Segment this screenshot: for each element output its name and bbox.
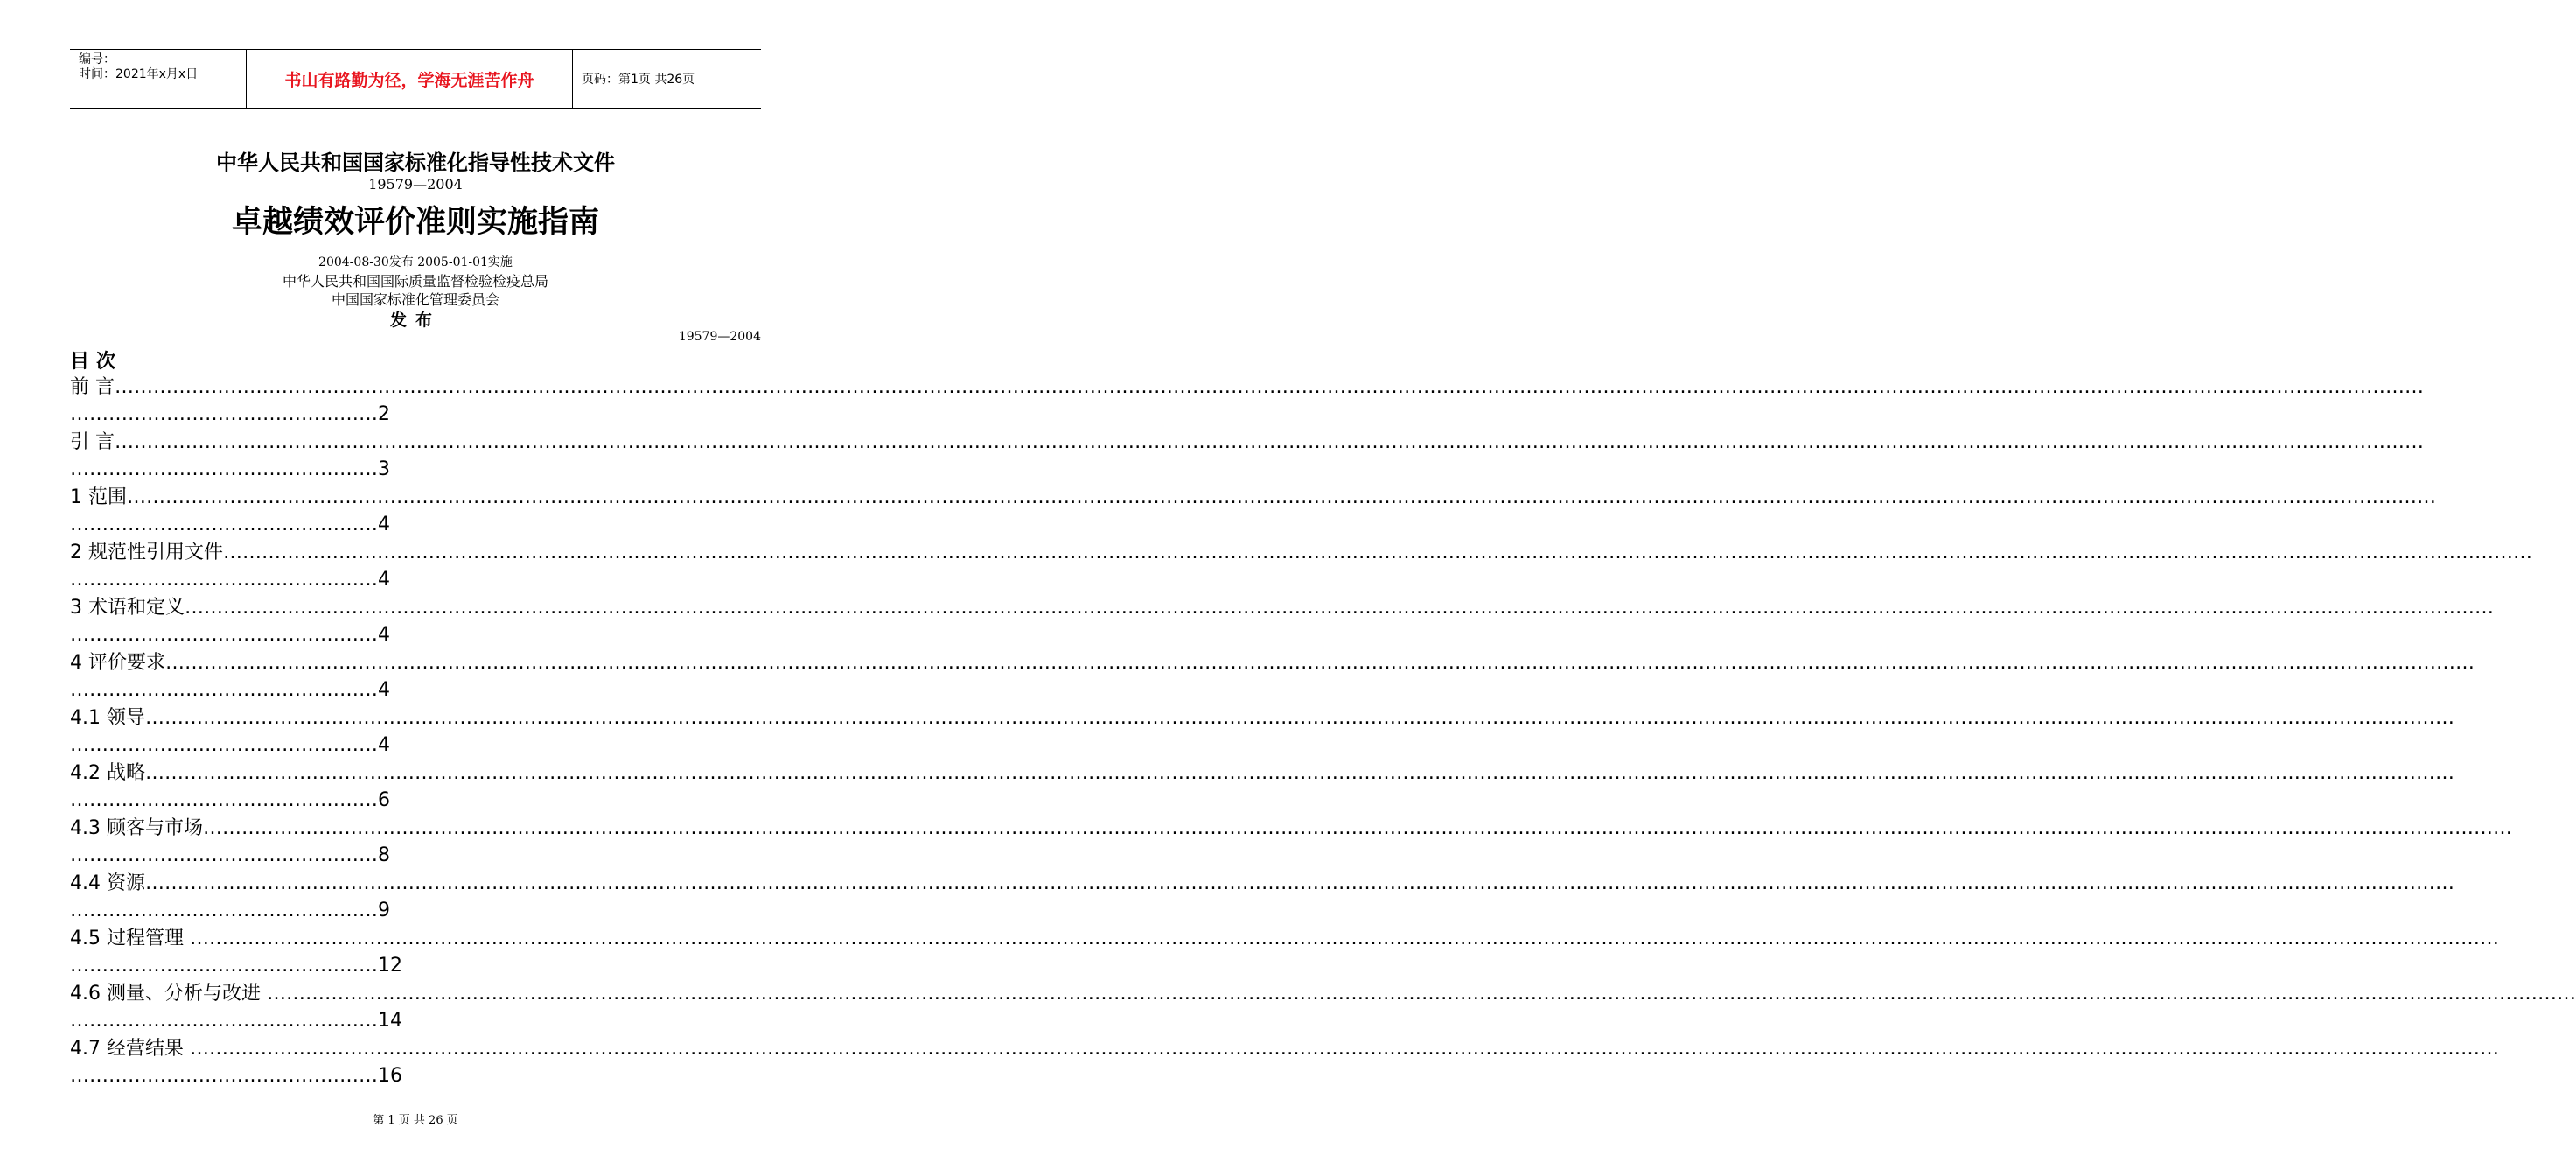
header-page-info: 页码：第1页 共26页 — [582, 73, 695, 87]
doc-title: 卓越绩效评价准则实施指南 — [231, 205, 599, 240]
toc-leader-dots: ………………………………………… — [70, 569, 378, 591]
toc-entry-label: 2 规范性引用文件 — [70, 542, 223, 564]
toc-entry[interactable] — [70, 649, 2475, 704]
toc-entry-label: 4.3 顾客与市场 — [70, 817, 203, 839]
toc-entry[interactable] — [70, 1035, 2499, 1090]
toc-entry-label: 3 术语和定义 — [70, 597, 185, 619]
toc-entry[interactable] — [70, 374, 2424, 429]
toc-leader-dots: ………………………………………… — [70, 624, 378, 646]
toc-leader-dots: ………………………………………… — [70, 514, 378, 536]
doc-dates: 2004-08-30发布 2005-01-01实施 — [318, 256, 513, 270]
toc-entry[interactable] — [70, 594, 2494, 649]
toc-entry-page: 4 — [378, 679, 390, 701]
toc-entry-label: 4.5 过程管理 — [70, 928, 190, 949]
doc-code: 19579—2004 — [368, 176, 463, 192]
doc-issuer-1: 中华人民共和国国际质量监督检验检疫总局 — [282, 273, 548, 290]
toc-entry-page: 4 — [378, 624, 390, 646]
toc-leader-dots: ……………………………………………………………………………………………………………………………………………………………………………………………………………………………………………………………………………………………………………………………… — [144, 707, 2454, 729]
page-footer: 第 1 页 共 26 页 — [373, 1114, 458, 1127]
toc-leader-dots: ……………………………………………………………………………………………………………………………………………………………………………………………………………………………………………………………………………………………………………………………… — [144, 872, 2454, 894]
toc-entry-label: 引 言 — [70, 431, 115, 453]
toc-entry-label: 前 言 — [70, 376, 115, 398]
table-of-contents — [70, 374, 2576, 1090]
toc-entry-page: 4 — [378, 569, 390, 591]
doc-time-label: 时间：2021年x月x日 — [79, 67, 199, 81]
toc-leader-dots: ………………………………………… — [70, 679, 378, 701]
toc-leader-dots: ……………………………………………………………………………………………………………………………………………………………………………………………………………………………………………………………………………………………………………………………… — [189, 1038, 2499, 1060]
toc-leader-dots: ……………………………………………………………………………………………………………………………………………………………………………………………………………………………………………………………………………………………………………………………… — [189, 928, 2499, 949]
toc-entry-label: 4.1 领导 — [70, 707, 145, 729]
toc-entry-page: 12 — [378, 955, 402, 976]
toc-leader-dots: ………………………………………… — [70, 789, 378, 811]
toc-entry[interactable] — [70, 539, 2532, 594]
toc-entry[interactable] — [70, 815, 2512, 870]
toc-leader-dots: ………………………………………… — [70, 734, 378, 756]
toc-entry-label: 4 评价要求 — [70, 652, 165, 674]
toc-leader-dots: ………………………………………… — [70, 844, 378, 866]
toc-entry-label: 4.6 测量、分析与改进 — [70, 983, 267, 1004]
toc-entry[interactable] — [70, 980, 2576, 1035]
doc-code-right: 19579—2004 — [678, 330, 761, 344]
toc-entry[interactable] — [70, 925, 2499, 980]
toc-leader-dots: ……………………………………………………………………………………………………………………………………………………………………………………………………………………………………………………………………………………………………………………………… — [127, 486, 2436, 508]
toc-entry-page: 3 — [378, 458, 390, 480]
toc-leader-dots: ………………………………………… — [70, 1065, 378, 1087]
header-table — [70, 49, 761, 108]
header-meta — [70, 50, 246, 108]
toc-entry-label: 4.7 经营结果 — [70, 1038, 190, 1060]
toc-entry-page: 8 — [378, 844, 390, 866]
toc-entry[interactable] — [70, 429, 2424, 484]
toc-entry[interactable] — [70, 484, 2436, 539]
doc-release: 发布 — [389, 311, 441, 330]
toc-entry-page: 4 — [378, 734, 390, 756]
toc-entry-label: 4.4 资源 — [70, 872, 145, 894]
toc-entry-page: 14 — [378, 1010, 402, 1032]
toc-leader-dots: ……………………………………………………………………………………………………………………………………………………………………………………………………………………………………………………………………………………………………………………………… — [115, 431, 2424, 453]
toc-leader-dots: ………………………………………… — [70, 403, 378, 425]
header-motto: 书山有路勤为径，学海无涯苦作舟 — [246, 50, 573, 108]
toc-leader-dots: ……………………………………………………………………………………………………………………………………………………………………………………………………………………………………………………………………………………………………………………………… — [165, 652, 2475, 674]
toc-leader-dots: ……………………………………………………………………………………………………………………………………………………………………………………………………………………………………………………………………………………………………………………………… — [202, 817, 2512, 839]
toc-entry-label: 1 范围 — [70, 486, 127, 508]
toc-entry[interactable] — [70, 704, 2454, 760]
toc-leader-dots: ………………………………………… — [70, 900, 378, 921]
toc-leader-dots: ……………………………………………………………………………………………………………………………………………………………………………………………………………………………………………………………………………………………………………………………… — [266, 983, 2576, 1004]
toc-leader-dots: ………………………………………… — [70, 1010, 378, 1032]
toc-title: 目次 — [70, 351, 123, 373]
toc-entry[interactable] — [70, 760, 2454, 815]
toc-leader-dots: ……………………………………………………………………………………………………………………………………………………………………………………………………………………………………………………………………………………………………………………………… — [115, 376, 2424, 398]
toc-entry-page: 4 — [378, 514, 390, 536]
toc-entry-page: 9 — [378, 900, 390, 921]
toc-entry-page: 16 — [378, 1065, 402, 1087]
doc-category: 中华人民共和国国家标准化指导性技术文件 — [216, 150, 615, 175]
toc-leader-dots: ……………………………………………………………………………………………………………………………………………………………………………………………………………………………………………………………………………………………………………………………… — [223, 542, 2532, 564]
toc-entry[interactable] — [70, 870, 2454, 925]
toc-entry-page: 2 — [378, 403, 390, 425]
toc-entry-page: 6 — [378, 789, 390, 811]
toc-leader-dots: ………………………………………… — [70, 458, 378, 480]
toc-entry-label: 4.2 战略 — [70, 762, 145, 784]
doc-number-label: 编号： — [79, 52, 115, 66]
toc-leader-dots: ………………………………………… — [70, 955, 378, 976]
doc-issuer-2: 中国国家标准化管理委员会 — [331, 291, 499, 308]
toc-leader-dots: ……………………………………………………………………………………………………………………………………………………………………………………………………………………………………………………………………………………………………………………………… — [185, 597, 2494, 619]
toc-leader-dots: ……………………………………………………………………………………………………………………………………………………………………………………………………………………………………………………………………………………………………………………………… — [144, 762, 2454, 784]
